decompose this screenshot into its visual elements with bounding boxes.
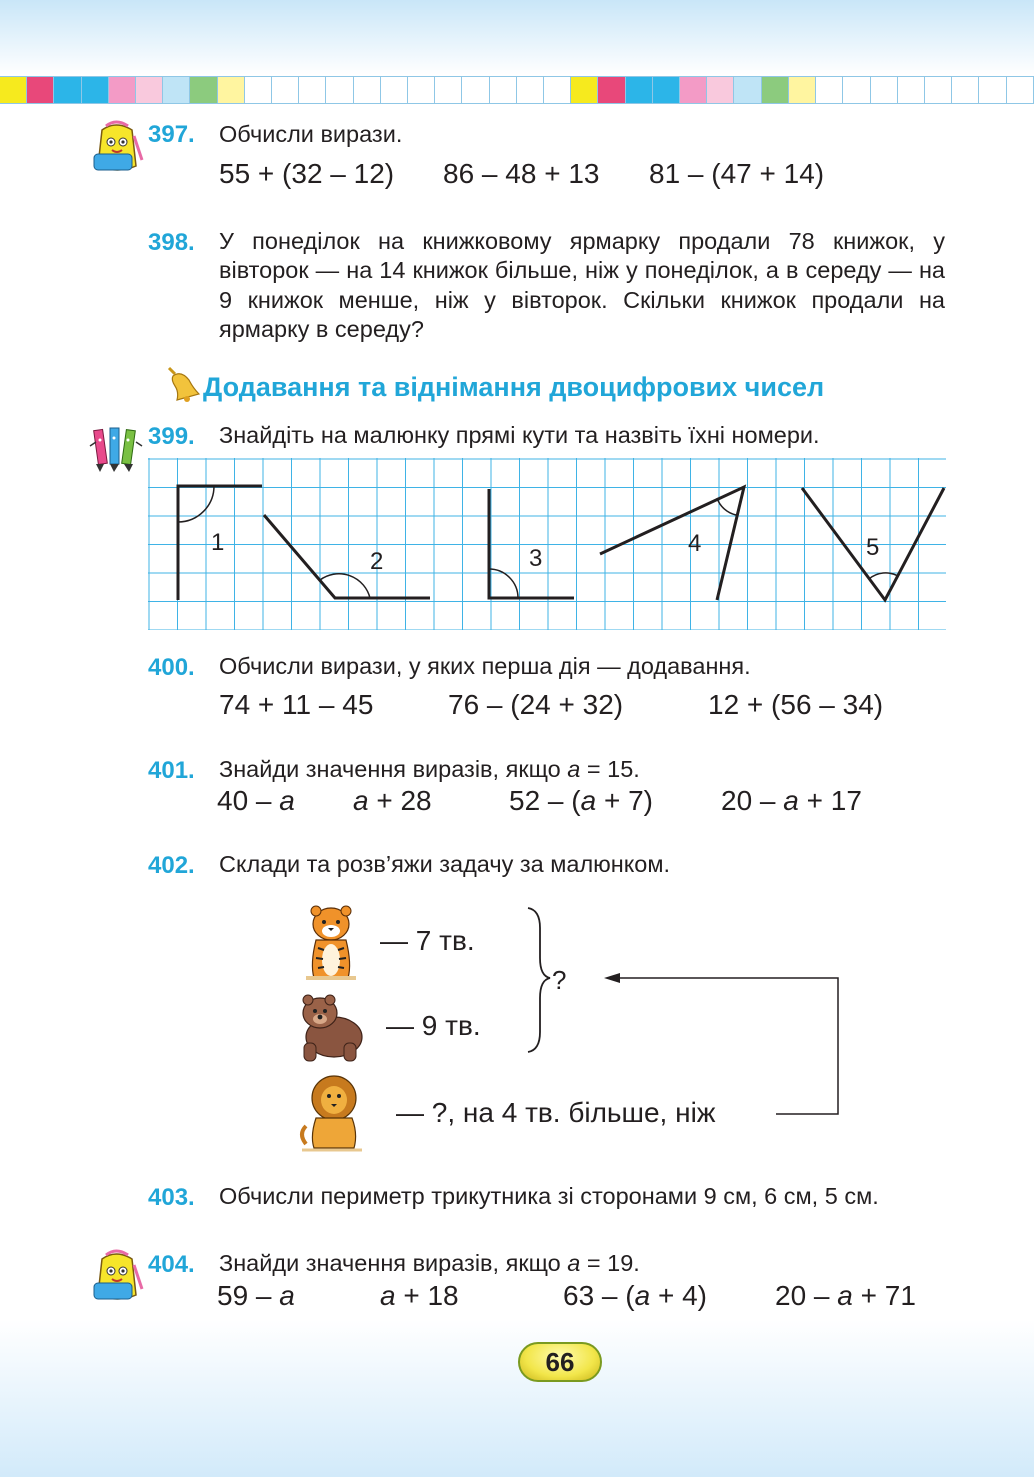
angle-label-4: 4 — [688, 530, 702, 557]
stripe-cell — [245, 77, 272, 103]
angle-label-3: 3 — [529, 545, 543, 572]
stripe-cell — [1007, 77, 1034, 103]
arrow-line — [610, 978, 838, 1114]
stripe-cell — [626, 77, 653, 103]
task-text-398: У понеділок на книжковому ярмарку продали 78 книжок, у вівторок — на 14 книжок більше, ніж у понеділок, а в середу — на 9 книжок менше, ніж у вівторок. Скільки книжок продали на ярмарку в середу? — [219, 228, 945, 342]
task-number-400: 400. — [148, 654, 195, 681]
angle-label-5: 5 — [866, 534, 880, 561]
expression-397-3: 81 – (47 + 14) — [649, 158, 825, 189]
angles-grid-figure — [148, 458, 946, 630]
arrow-head — [604, 973, 620, 983]
task-text-397: Обчисли вирази. — [219, 121, 403, 147]
task-text-399: Знайдіть на малюнку прямі кути та назвіть їхні номери. — [219, 422, 820, 448]
bear-icon — [294, 993, 366, 1063]
stripe-cell — [381, 77, 408, 103]
task-text-403: Обчисли периметр трикутника зі сторонами 9 см, 6 см, 5 см. — [219, 1183, 879, 1209]
stripe-cell — [734, 77, 761, 103]
stripe-cell — [843, 77, 870, 103]
stripe-cell — [762, 77, 789, 103]
expression-404-1: 59 – a — [217, 1280, 295, 1311]
stripe-cell — [354, 77, 381, 103]
stripe-cell — [653, 77, 680, 103]
expression-404-3: 63 – (a + 4) — [563, 1280, 707, 1311]
stripe-cell — [490, 77, 517, 103]
stripe-cell — [517, 77, 544, 103]
task-number-401: 401. — [148, 757, 195, 784]
stripe-cell — [789, 77, 816, 103]
stripe-cell — [925, 77, 952, 103]
stripe-cell — [898, 77, 925, 103]
task-number-403: 403. — [148, 1184, 195, 1211]
stripe-cell — [952, 77, 979, 103]
expression-404-4: 20 – a + 71 — [775, 1280, 916, 1311]
task-number-398: 398. — [148, 229, 195, 256]
stripe-cell — [82, 77, 109, 103]
task-text-401: Знайди значення виразів, якщо a = 15. — [219, 756, 640, 782]
stripe-cell — [27, 77, 54, 103]
tiger-icon — [298, 904, 364, 982]
angle-4-arc — [717, 498, 736, 515]
angle-3-lines — [489, 489, 574, 598]
stripe-cell — [816, 77, 843, 103]
backpack-icon — [88, 120, 146, 178]
expression-400-2: 76 – (24 + 32) — [448, 689, 624, 720]
task-number-402: 402. — [148, 852, 195, 879]
expression-401-4: 20 – a + 17 — [721, 785, 862, 816]
curly-brace — [528, 908, 550, 1052]
stripe-cell — [435, 77, 462, 103]
angle-1-arc — [178, 486, 214, 522]
stripe-cell — [136, 77, 163, 103]
stripe-cell — [462, 77, 489, 103]
tiger-label: — 7 тв. — [380, 925, 475, 956]
diagram-connectors — [520, 900, 850, 1120]
task-number-404: 404. — [148, 1251, 195, 1278]
stripe-cell — [163, 77, 190, 103]
lion-label: — ?, на 4 тв. більше, ніж — [396, 1097, 716, 1128]
expression-400-3: 12 + (56 – 34) — [708, 689, 884, 720]
stripe-cell — [979, 77, 1006, 103]
stripe-cell — [54, 77, 81, 103]
section-heading: Додавання та віднімання двоцифрових чисел — [203, 372, 825, 402]
task-text-404: Знайди значення виразів, якщо a = 19. — [219, 1250, 640, 1276]
stripe-cell — [0, 77, 27, 103]
backpack-icon — [88, 1249, 146, 1307]
lion-icon — [296, 1074, 368, 1152]
stripe-cell — [408, 77, 435, 103]
expression-401-2: a + 28 — [353, 785, 432, 816]
page-number: 66 — [518, 1342, 602, 1382]
stripe-cell — [299, 77, 326, 103]
expression-397-1: 55 + (32 – 12) — [219, 158, 395, 189]
stripe-cell — [544, 77, 571, 103]
header-color-stripe — [0, 76, 1034, 104]
expression-404-2: a + 18 — [380, 1280, 459, 1311]
bell-icon — [163, 364, 203, 404]
stripe-cell — [190, 77, 217, 103]
stripe-cell — [571, 77, 598, 103]
stripe-cell — [272, 77, 299, 103]
angle-2-arc — [320, 574, 370, 598]
stripe-cell — [680, 77, 707, 103]
bear-label: — 9 тв. — [386, 1010, 481, 1041]
expression-401-3: 52 – (a + 7) — [509, 785, 653, 816]
angle-label-2: 2 — [370, 548, 384, 575]
task-text-400: Обчисли вирази, у яких перша дія — додавання. — [219, 653, 751, 679]
expression-401-1: 40 – a — [217, 785, 295, 816]
stripe-cell — [871, 77, 898, 103]
angle-label-1: 1 — [211, 529, 225, 556]
stripe-cell — [326, 77, 353, 103]
expression-400-1: 74 + 11 – 45 — [219, 689, 374, 720]
stripe-cell — [218, 77, 245, 103]
stripe-cell — [707, 77, 734, 103]
angle-5-arc — [869, 573, 898, 579]
pencils-icon — [86, 422, 146, 474]
angle-4-lines — [600, 487, 744, 600]
stripe-cell — [109, 77, 136, 103]
task-number-397: 397. — [148, 121, 195, 148]
expression-397-2: 86 – 48 + 13 — [443, 158, 600, 189]
task-number-399: 399. — [148, 423, 195, 450]
question-mark: ? — [552, 965, 567, 995]
stripe-cell — [598, 77, 625, 103]
task-text-402: Склади та розв’яжи задачу за малюнком. — [219, 851, 671, 877]
